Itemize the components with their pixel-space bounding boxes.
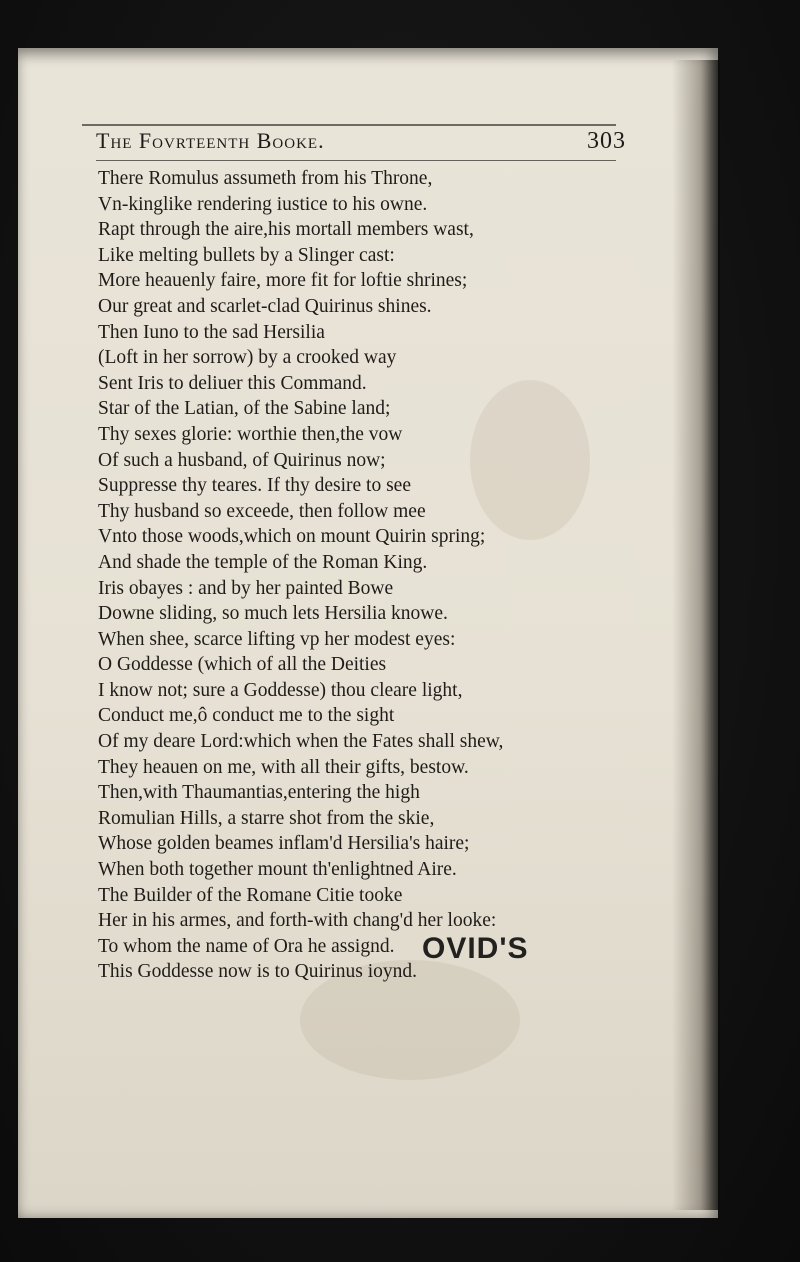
verse-line: Of such a husband, of Quirinus now; (98, 449, 386, 471)
verse-line: Whose golden beames inflam'd Hersilia's haire; (98, 833, 470, 855)
catchword: OVID'S (422, 932, 529, 965)
verse-line: Romulian Hills, a starre shot from the skie, (98, 807, 435, 829)
verse-line: Like melting bullets by a Slinger cast: (98, 244, 395, 266)
verse-line: Then,with Thaumantias,entering the high (98, 782, 420, 804)
page-gutter-shadow (672, 60, 720, 1210)
running-title: The Fovrteenth Booke. (96, 128, 325, 153)
verse-line: Rapt through the aire,his mortall members wast, (98, 219, 474, 241)
verse-line: To whom the name of Ora he assignd. (98, 935, 395, 957)
verse-line: Then Iuno to the sad Hersilia (98, 321, 325, 343)
poem-text (98, 166, 658, 985)
verse-line: Thy husband so exceede, then follow mee (98, 500, 426, 522)
verse-line: There Romulus assumeth from his Throne, (98, 168, 433, 189)
verse-line: Sent Iris to deliuer this Command. (98, 372, 367, 394)
page-number: 303 (587, 128, 626, 154)
verse-line: Vn-kinglike rendering iustice to his owne. (98, 193, 428, 215)
verse-line: Her in his armes, and forth-with chang'd her looke: (98, 910, 497, 932)
verse-line: And shade the temple of the Roman King. (98, 551, 428, 573)
verse-line: (Loft in her sorrow) by a crooked way (98, 347, 397, 369)
verse-line: Suppresse thy teares. If thy desire to see (98, 475, 411, 497)
verse-line: O Goddesse (which of all the Deities (98, 654, 387, 676)
verse-line: They heauen on me, with all their gifts, bestow. (98, 756, 469, 778)
verse-line: Star of the Latian, of the Sabine land; (98, 398, 391, 420)
verse-line: I know not; sure a Goddesse) thou cleare light, (98, 679, 463, 701)
verse-line: Conduct me,ô conduct me to the sight (98, 705, 395, 727)
verse-line: Thy sexes glorie: worthie then,the vow (98, 423, 403, 445)
verse-line: Iris obayes : and by her painted Bowe (98, 577, 394, 599)
verse-line: Of my deare Lord:which when the Fates shall shew, (98, 731, 504, 753)
verse-line: This Goddesse now is to Quirinus ioynd. (98, 961, 418, 983)
page-header (96, 126, 626, 160)
verse-line: Our great and scarlet-clad Quirinus shines. (98, 295, 432, 317)
verse-line: The Builder of the Romane Citie tooke (98, 884, 403, 906)
verse-line: More heauenly faire, more fit for loftie shrines; (98, 270, 468, 292)
verse-line: When shee, scarce lifting vp her modest eyes: (98, 628, 456, 650)
verse-line: Vnto those woods,which on mount Quirin spring; (98, 526, 486, 548)
verse-line: When both together mount th'enlightned Aire. (98, 859, 457, 881)
verse-line: Downe sliding, so much lets Hersilia knowe. (98, 603, 448, 625)
header-rule (96, 160, 616, 161)
